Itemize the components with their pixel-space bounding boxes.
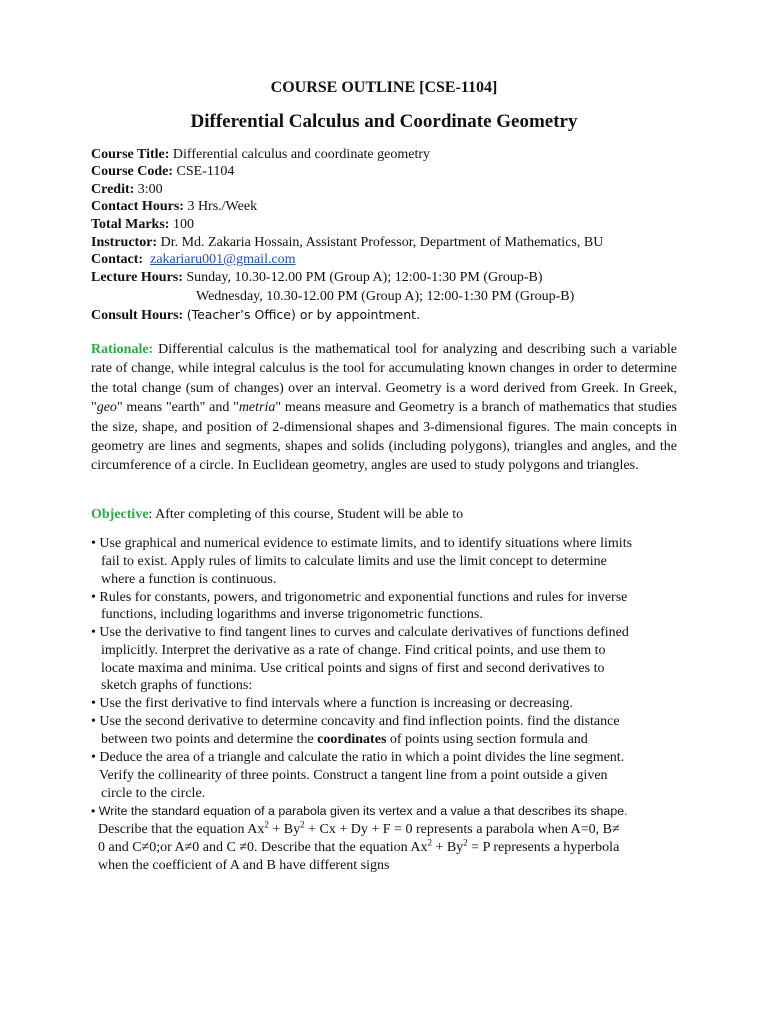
- info-contact: Contact: zakariaru001@gmail.com: [91, 252, 296, 267]
- bullet-3-line-2: implicitly. Interpret the derivative as a rate of change. Find critical points, and use them to: [101, 643, 606, 658]
- info-course-code: Course Code: CSE-1104: [91, 164, 235, 179]
- rationale-paragraph: Rationale: Differential calculus is the mathematical tool for analyzing and describing such a variable rate of change, while integral calculus is the tool for accumulating known changes in order to determine the total change (sum of changes) over an interval. Geometry is a word derived from Greek. In Greek, "geo" means "earth" and "metria" means measure and Geometry is a branch of mathematics that studies the size, shape, and position of 2-dimensional shapes and 3-dimensional figures. The main concepts in geometry are lines and segments, shapes and solids (including polygons), triangles and angles, and the circumference of a circle. In Euclidean geometry, angles are used to study polygons and triangles.: [91, 342, 678, 474]
- bullet-7-line-2: Describe that the equation $Ax^2 + By^2 + Cx + Dy + F = 0$ represents a parabola when A=0, B≠: [98, 819, 620, 837]
- bullet-4-line-1: • Use the first derivative to find intervals where a function is increasing or decreasing.: [91, 696, 573, 711]
- info-lecture-hours-2: Wednesday, 10.30-12.00 PM (Group A); 12:00-1:30 PM (Group-B): [196, 289, 575, 304]
- bullet-3-line-3: locate maxima and minima. Use critical points and signs of first and second derivatives to: [101, 661, 605, 676]
- bullet-7-line-4: when the coefficient of A and B have different signs: [98, 858, 390, 873]
- contact-email-link[interactable]: zakariaru001@gmail.com: [150, 252, 296, 267]
- bullet-1-line-2: fail to exist. Apply rules of limits to calculate limits and use the limit concept to determine: [101, 554, 607, 569]
- bullet-3-line-1: • Use the derivative to find tangent lines to curves and calculate derivatives of functions defined: [91, 625, 629, 640]
- bullet-2-line-1: • Rules for constants, powers, and trigonometric and exponential functions and rules for inverse: [91, 590, 628, 605]
- bullet-3-line-4: sketch graphs of functions:: [101, 678, 253, 693]
- info-consult-hours: Consult Hours: (Teacher’s Office) or by appointment.: [91, 307, 421, 323]
- course-outline-heading: COURSE OUTLINE [CSE-1104]: [270, 79, 498, 96]
- info-total-marks: Total Marks: 100: [91, 217, 194, 232]
- bullet-6-line-2: Verify the collinearity of three points. Construct a tangent line from a point outside a given: [99, 768, 608, 783]
- bullet-7-line-1: • Write the standard equation of a parabola given its vertex and a value a that describes its shape.: [91, 804, 628, 818]
- bullet-6-line-1: • Deduce the area of a triangle and calculate the ratio in which a point divides the line segment.: [91, 750, 625, 765]
- bullet-2-line-2: functions, including logarithms and inverse trigonometric functions.: [101, 607, 483, 622]
- bullet-1-line-1: • Use graphical and numerical evidence to estimate limits, and to identify situations where limits: [91, 536, 633, 551]
- objective-line: Objective: After completing of this course, Student will be able to: [91, 507, 464, 522]
- bullet-5-line-2: between two points and determine the coordinates of points using section formula and: [101, 732, 588, 747]
- bullet-5-line-1: • Use the second derivative to determine concavity and find inflection points. find the distance: [91, 714, 620, 729]
- bullet-1-line-3: where a function is continuous.: [101, 572, 277, 587]
- objective-label: Objective: [91, 507, 149, 522]
- rationale-label: Rationale:: [91, 342, 154, 357]
- info-contact-hours: Contact Hours: 3 Hrs./Week: [91, 199, 258, 214]
- info-instructor: Instructor: Dr. Md. Zakaria Hossain, Assistant Professor, Department of Mathematics, BU: [91, 235, 604, 250]
- info-credit: Credit: 3:00: [91, 182, 163, 197]
- info-course-title: Course Title: Differential calculus and coordinate geometry: [91, 147, 431, 162]
- bullet-6-line-3: circle to the circle.: [101, 786, 206, 801]
- info-lecture-hours: Lecture Hours: Sunday, 10.30-12.00 PM (Group A); 12:00-1:30 PM (Group-B): [91, 270, 543, 285]
- bullet-7-line-3: 0 and C≠0;or A≠0 and C ≠0. Describe that the equation $Ax^2 + By^2 = P$ represents a hyperbola: [98, 837, 620, 855]
- course-title-heading: Differential Calculus and Coordinate Geometry: [190, 111, 578, 132]
